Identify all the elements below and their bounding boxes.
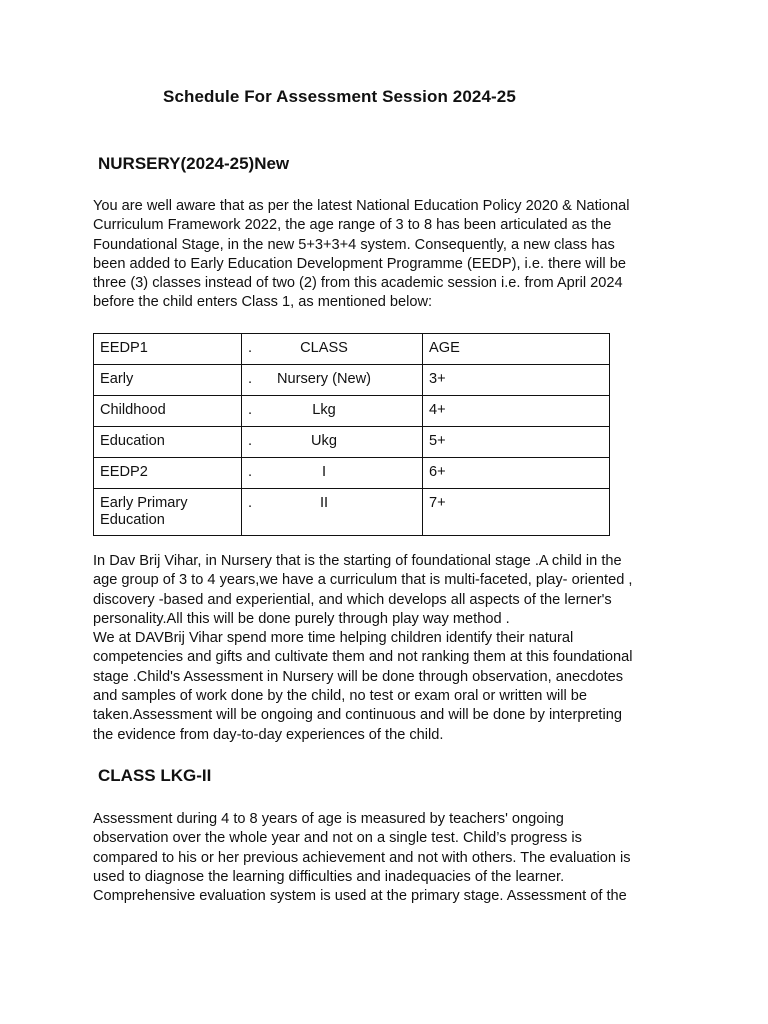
paragraph-line: the evidence from day-to-day experiences of the child. bbox=[93, 726, 444, 743]
table-cell-program bbox=[94, 489, 242, 536]
paragraph-line: Foundational Stage, in the new 5+3+3+4 system. Consequently, a new class has bbox=[93, 236, 615, 253]
paragraph-line: taken.Assessment will be ongoing and continuous and will be done by interpreting bbox=[93, 707, 622, 724]
table-cell-class-text: I bbox=[321, 464, 327, 480]
table-cell-class: . Ukg bbox=[242, 427, 423, 458]
nursery-intro-paragraph bbox=[93, 197, 673, 313]
table-row bbox=[94, 427, 610, 458]
paragraph-line: before the child enters Class 1, as mentioned below: bbox=[93, 294, 433, 311]
lkg-assessment-paragraph bbox=[93, 810, 673, 906]
table-cell-class: . II bbox=[242, 489, 423, 536]
table-cell-program: Childhood bbox=[94, 396, 242, 427]
table-cell-age: 6+ bbox=[423, 458, 610, 489]
paragraph-line: discovery -based and experiential, and which develops all aspects of the lerner's bbox=[93, 591, 612, 608]
table-cell-age: 3+ bbox=[423, 365, 610, 396]
paragraph-line: In Dav Brij Vihar, in Nursery that is the starting of foundational stage .A child in the bbox=[93, 553, 622, 569]
document-title: Schedule For Assessment Session 2024-25 bbox=[163, 87, 516, 106]
table-row bbox=[94, 396, 610, 427]
table-row bbox=[94, 458, 610, 489]
paragraph-line: Curriculum Framework 2022, the age range of 3 to 8 has been articulated as the bbox=[93, 217, 612, 234]
table-cell-class-text: CLASS bbox=[300, 340, 348, 356]
section-heading-nursery: NURSERY(2024-25)New bbox=[98, 154, 290, 173]
table-cell-age: 7+ bbox=[423, 489, 610, 536]
table-cell-class-text: II bbox=[319, 495, 329, 511]
table-cell-class-text: Ukg bbox=[311, 433, 337, 449]
table-cell-class: . Lkg bbox=[242, 396, 423, 427]
class-age-table bbox=[93, 333, 610, 536]
paragraph-line: three (3) classes instead of two (2) from this academic session i.e. from April 2024 bbox=[93, 275, 623, 292]
paragraph-line: personality.All this will be done purely through play way method . bbox=[93, 610, 510, 627]
table-cell-program: Early bbox=[94, 365, 242, 396]
table-cell-line: Education bbox=[100, 512, 165, 528]
table-row bbox=[94, 365, 610, 396]
paragraph-line: observation over the whole year and not on a single test. Child’s progress is bbox=[93, 830, 582, 847]
section-heading-lkg: CLASS LKG-II bbox=[98, 766, 212, 785]
paragraph-line: age group of 3 to 4 years,we have a curriculum that is multi-faceted, play- oriented , bbox=[93, 572, 633, 589]
table-cell-program: EEDP2 bbox=[94, 458, 242, 489]
dav-nursery-paragraph bbox=[93, 552, 673, 745]
table-cell-line: Early Primary bbox=[100, 495, 188, 511]
table-cell-class-text: Lkg bbox=[312, 402, 336, 418]
table-cell-program: EEDP1 bbox=[94, 334, 242, 365]
paragraph-line: You are well aware that as per the latest National Education Policy 2020 & National bbox=[93, 198, 630, 214]
paragraph-line: been added to Early Education Development Programme (EEDP), i.e. there will be bbox=[93, 255, 626, 272]
table-cell-age: 4+ bbox=[423, 396, 610, 427]
paragraph-line: Assessment during 4 to 8 years of age is measured by teachers' ongoing bbox=[93, 811, 564, 827]
paragraph-line: used to diagnose the learning difficulties and inadequacies of the learner. bbox=[93, 868, 565, 885]
table-cell-class: . I bbox=[242, 458, 423, 489]
paragraph-line: and samples of work done by the child, no test or exam oral or written will be bbox=[93, 688, 587, 705]
table-cell-age: 5+ bbox=[423, 427, 610, 458]
table-cell-class: . CLASS bbox=[242, 334, 423, 365]
paragraph-line: competencies and gifts and cultivate them and not ranking them at this foundational bbox=[93, 649, 633, 666]
table-cell-program: Education bbox=[94, 427, 242, 458]
paragraph-line: Comprehensive evaluation system is used at the primary stage. Assessment of the bbox=[93, 888, 627, 905]
table-cell-class-text: Nursery (New) bbox=[276, 371, 372, 387]
paragraph-line: We at DAVBrij Vihar spend more time helping children identify their natural bbox=[93, 630, 574, 647]
table-cell-age: AGE bbox=[423, 334, 610, 365]
paragraph-line: compared to his or her previous achievement and not with others. The evaluation is bbox=[93, 849, 631, 866]
table-row bbox=[94, 334, 610, 365]
paragraph-line: stage .Child's Assessment in Nursery will be done through observation, anecdotes bbox=[93, 668, 624, 685]
table-cell-class: . Nursery (New) bbox=[242, 365, 423, 396]
table-row bbox=[94, 489, 610, 536]
